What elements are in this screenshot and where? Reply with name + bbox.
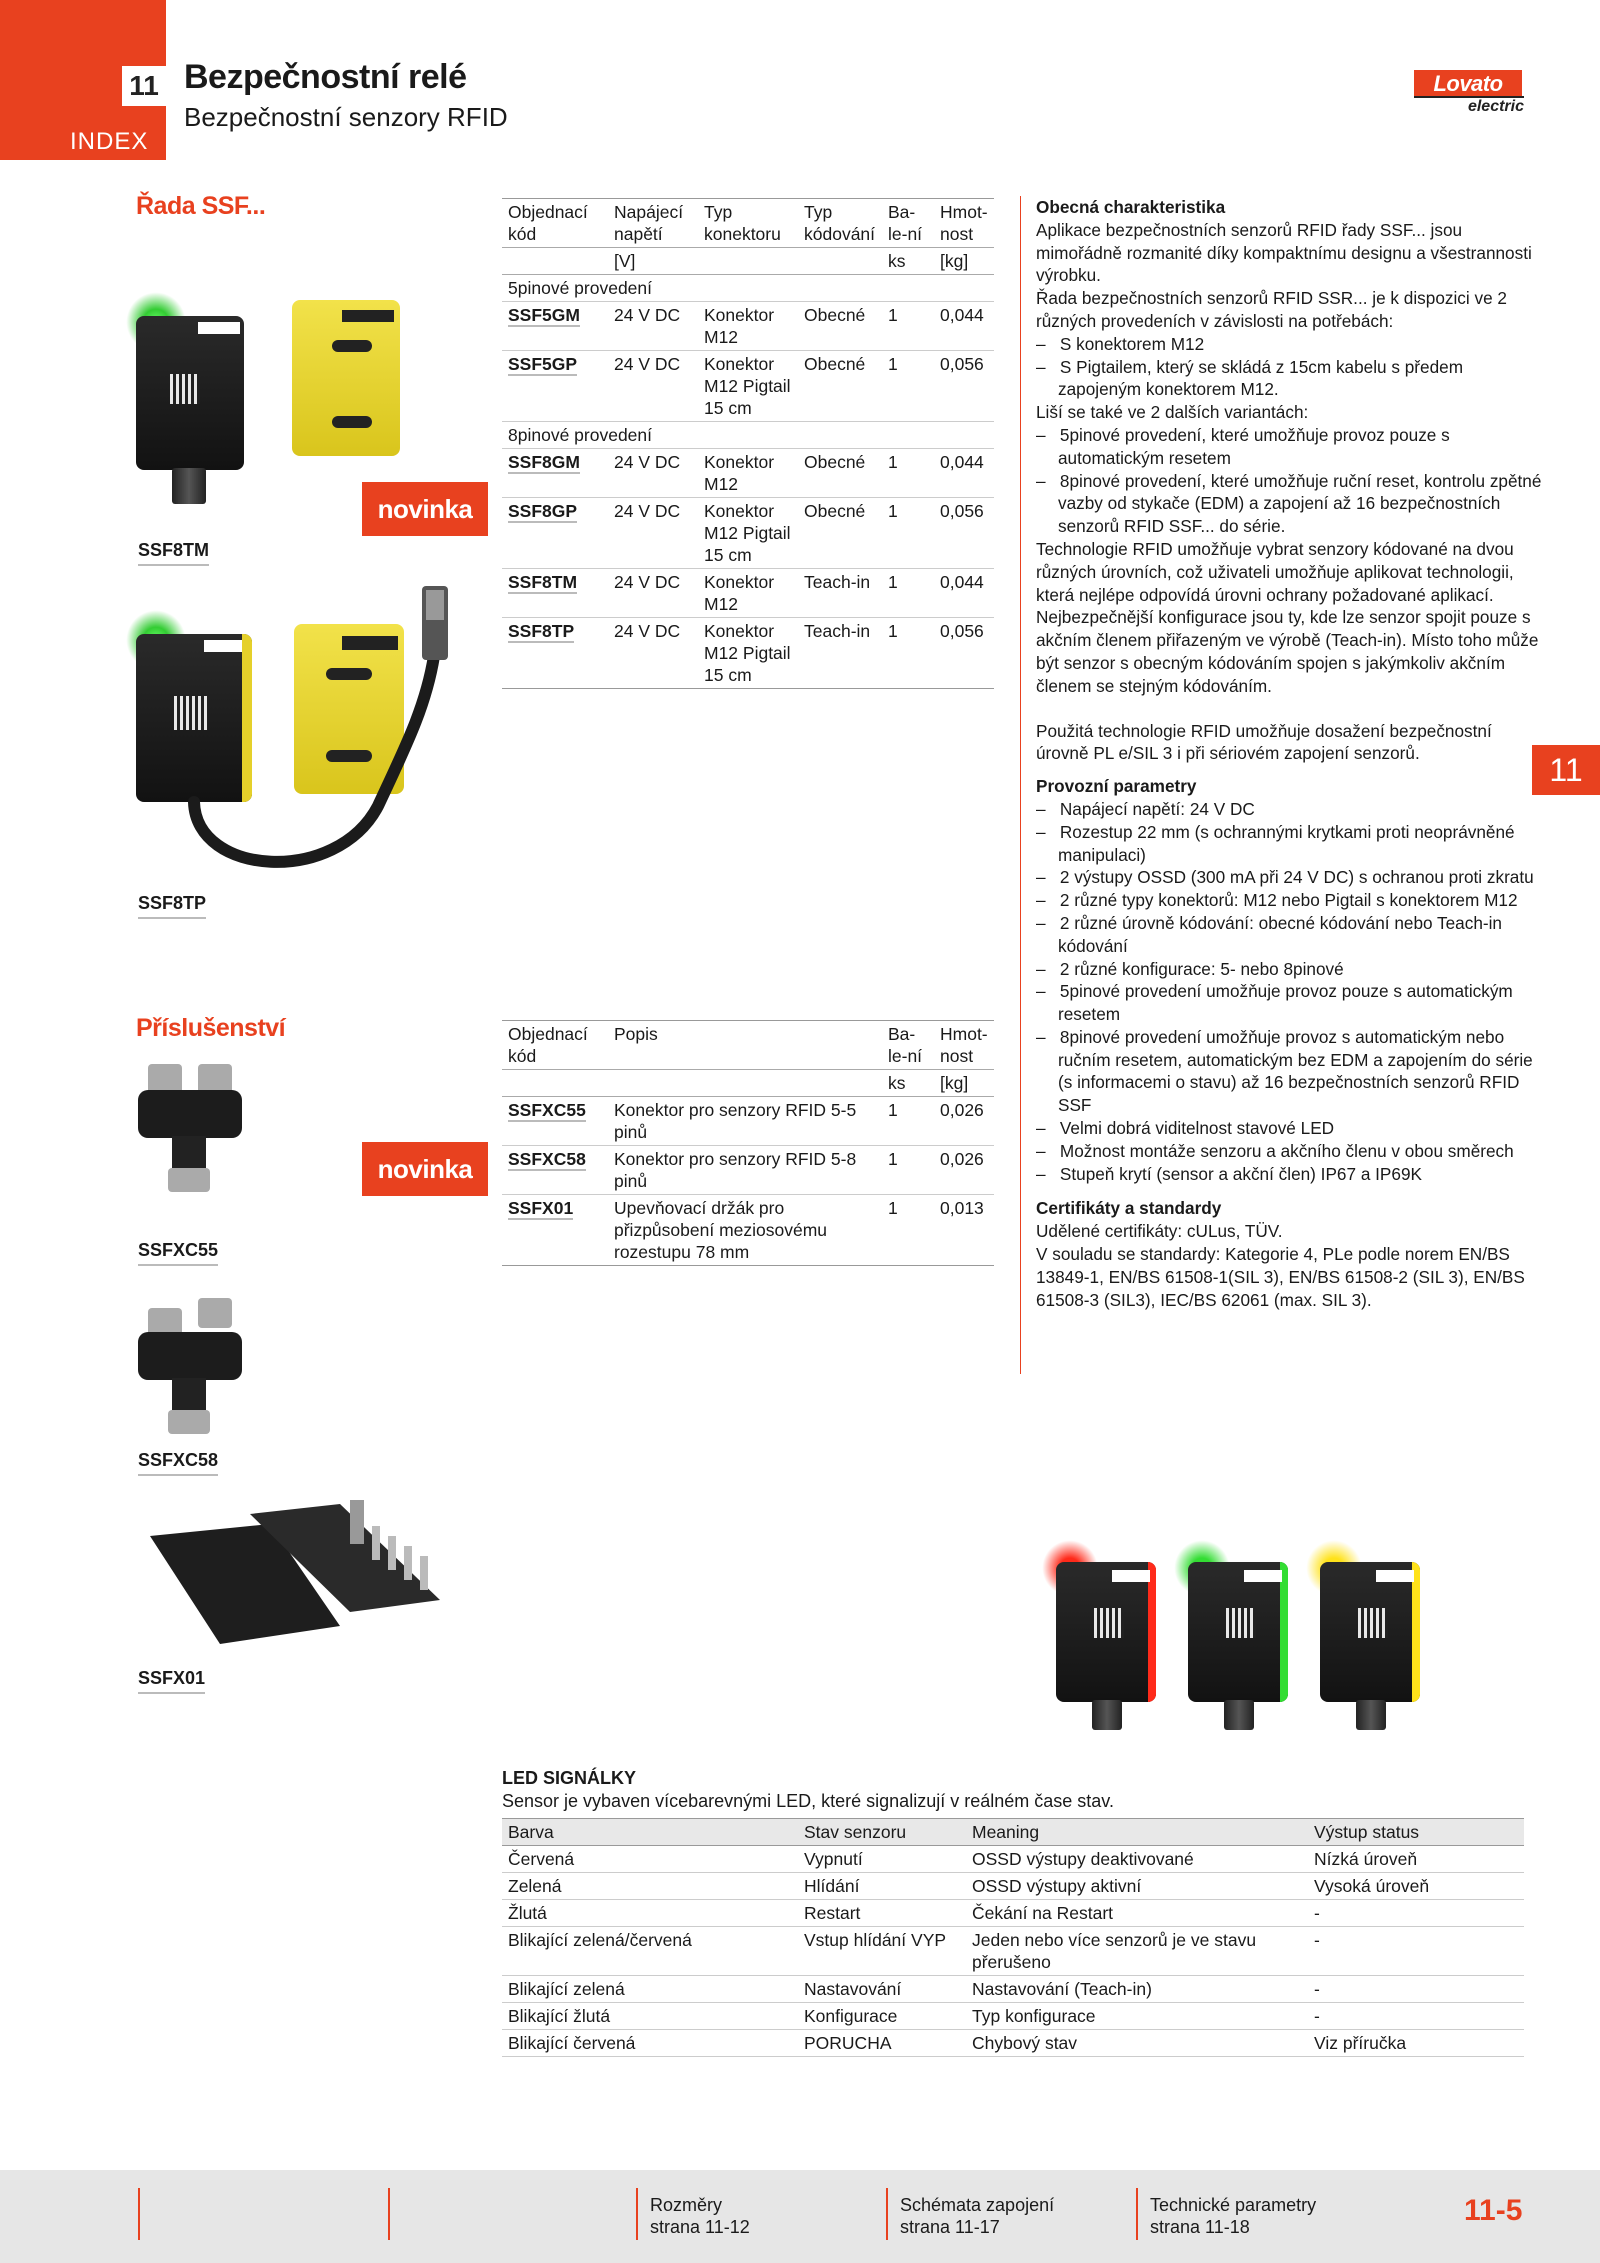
group-row [502,422,994,449]
pack-cell: 1 [882,569,934,618]
list-item [1036,958,1546,981]
coding-cell: Teach-in [798,618,882,689]
led-cell: Blikající zelená [502,1976,798,2003]
list-item-text: 2 různé konfigurace: 5- nebo 8pinové [1059,958,1344,979]
pack-cell: 1 [882,1097,934,1146]
product-label-ssfx01: SSFX01 [138,1668,205,1694]
dash-icon: – [1036,1163,1060,1184]
params-list [1036,798,1546,1186]
general-list-1 [1036,333,1546,401]
table-row [502,1846,1524,1873]
product-code: SSF8TM [508,572,578,592]
table-row [502,1097,994,1146]
dash-icon: – [1036,890,1060,911]
list-item [1036,866,1546,889]
general-title: Obecná charakteristika [1036,197,1226,217]
list-item [1036,798,1546,821]
general-p2: Řada bezpečnostních senzorů RFID SSR... je k dispozici ve 2 různých provedeních v závislosti na potřebách: [1036,288,1507,331]
product-code: SSF8TP [508,621,575,641]
unit-cell [502,248,608,275]
led-title: LED SIGNÁLKY [502,1768,637,1788]
led-cell: OSSD výstupy aktivní [966,1873,1308,1900]
unit-cell [698,248,798,275]
table-row [502,2003,1524,2030]
footer-link-title[interactable]: Schémata zapojení [900,2195,1055,2215]
product-code: SSF8GM [508,452,580,472]
product-code: SSF5GP [508,354,578,374]
unit-cell [608,1070,882,1097]
acc-col-header-code: Objednací kód [502,1021,608,1070]
unit-cell [798,248,882,275]
pack-cell: 1 [882,449,934,498]
pigtail-cable-icon [126,586,496,886]
actuator-body-icon [292,300,400,456]
led-col-header-meaning: Meaning [966,1819,1308,1846]
coding-cell: Obecné [798,498,882,569]
table-row [502,351,994,422]
product-label-ssfxc55: SSFXC55 [138,1240,218,1266]
led-cell: Vysoká úroveň [1308,1873,1524,1900]
led-cell: Červená [502,1846,798,1873]
coding-cell: Obecné [798,302,882,351]
dash-icon: – [1036,821,1060,842]
footer-link-dimensions[interactable] [650,2194,750,2238]
table-row [502,1976,1524,2003]
novinka-badge: novinka [362,482,488,536]
footer-link-page[interactable]: strana 11-12 [650,2217,750,2237]
connector-cell: Konektor M12 [698,569,798,618]
lovato-logo [1414,70,1524,115]
chapter-number: 11 [122,66,166,106]
col-header-pack: Ba-le-ní [882,199,934,248]
series-title: Řada SSF... [136,192,266,220]
table-row [502,498,994,569]
general-p5: Použitá technologie RFID umožňuje dosažení bezpečnostní úrovně PL e/SIL 3 i při sériovém zapojení senzorů. [1036,720,1492,764]
list-item [1036,356,1546,402]
list-item [1036,424,1546,470]
m12-connector-icon [1224,1700,1254,1730]
weight-cell: 0,026 [934,1146,994,1195]
unit-cell [502,1070,608,1097]
led-cell: Čekání na Restart [966,1900,1308,1927]
list-item-text: Napájecí napětí: 24 V DC [1059,798,1255,819]
dash-icon: – [1036,1118,1060,1139]
code-cell [502,351,608,422]
led-cell: Blikající zelená/červená [502,1927,798,1976]
sensor-body-icon [136,316,244,470]
col-header-coding: Typ kódování [798,199,882,248]
weight-cell: 0,044 [934,569,994,618]
led-cell: Vstup hlídání VYP [798,1927,966,1976]
dash-icon: – [1036,981,1060,1002]
weight-cell: 0,056 [934,351,994,422]
bracket-icon [140,1496,480,1656]
led-cell: Nízká úroveň [1308,1846,1524,1873]
general-p1: Aplikace bezpečnostních senzorů RFID řady SSF... jsou mimořádně rozmanité díky kompaktnímu designu a všestrannosti výrobku. [1036,219,1532,286]
footer-divider [138,2188,140,2240]
list-item-text: 2 různé úrovně kódování: obecné kódování nebo Teach-in kódování [1058,912,1502,956]
footer-divider [636,2188,638,2240]
pack-cell: 1 [882,498,934,569]
footer-divider [1136,2188,1138,2240]
led-cell: Blikající žlutá [502,2003,798,2030]
led-cell: Zelená [502,1873,798,1900]
table-row [502,569,994,618]
led-cell: Nastavování (Teach-in) [966,1976,1308,2003]
connector-cell: Konektor M12 [698,449,798,498]
led-sensor-icon [1040,1540,1170,1740]
list-item-text: Stupeň krytí (sensor a akční člen) IP67 a IP69K [1059,1163,1422,1184]
dash-icon: – [1036,333,1060,354]
logo-text: Lovato [1414,70,1522,98]
m12-connector-icon [1092,1700,1122,1730]
led-cell: - [1308,2003,1524,2030]
list-item-text: 5pinové provedení, které umožňuje provoz pouze s automatickým resetem [1058,424,1450,468]
page-number: 11-5 [1464,2194,1523,2227]
list-item [1036,821,1546,867]
unit-cell: ks [882,248,934,275]
coding-cell: Obecné [798,351,882,422]
footer-divider [388,2188,390,2240]
product-table [502,198,994,689]
sensor-body-icon [1056,1562,1156,1702]
ssfx01-product-image [140,1496,480,1656]
index-tab[interactable] [0,0,166,160]
ssfxc58-product-image [138,1294,248,1454]
dash-icon: – [1036,867,1060,888]
footer-link-page[interactable]: strana 11-18 [1150,2217,1250,2237]
table-row [502,1195,994,1266]
table-row [502,1900,1524,1927]
voltage-cell: 24 V DC [608,302,698,351]
led-sensor-icon [1172,1540,1302,1740]
list-item-text: Rozestup 22 mm (s ochrannými krytkami proti neoprávněné manipulaci) [1058,821,1515,865]
code-cell [502,1097,608,1146]
column-divider [1020,196,1021,1374]
weight-cell: 0,056 [934,498,994,569]
acc-col-header-desc: Popis [608,1021,882,1070]
list-item-text: S konektorem M12 [1059,333,1205,354]
desc-cell: Konektor pro senzory RFID 5-5 pinů [608,1097,882,1146]
ssfxc55-product-image [138,1060,248,1220]
col-header-code: Objednací kód [502,199,608,248]
desc-cell: Upevňovací držák pro přizpůsobení meziosovému rozestupu 78 mm [608,1195,882,1266]
led-subtitle: Sensor je vybaven vícebarevnými LED, které signalizují v reálném čase stav. [502,1791,1114,1811]
footer-link-title[interactable]: Technické parametry [1150,2195,1317,2215]
footer [0,2170,1600,2263]
general-p4: Technologie RFID umožňuje vybrat senzory kódované na dvou různých úrovních, což uživateli umožňuje aplikovat technologii, která nejlépe odpovídá úrovni ochrany požadované aplikací. Nejbezpečnější konfigurace jsou ty, kde lze senzor spojit pouze s akčním členem přiřazeným ve výrobě (Teach-in). Místo toho může být senzor s obecným kódováním spojen s jakýmkoliv akčním členem se stejným kódováním. [1036,538,1539,696]
dash-icon: – [1036,424,1060,445]
connector-cell: Konektor M12 Pigtail 15 cm [698,351,798,422]
code-cell [502,498,608,569]
led-cell: Vypnutí [798,1846,966,1873]
list-item-text: Velmi dobrá viditelnost stavové LED [1059,1118,1335,1139]
col-header-voltage: Napájecí napětí [608,199,698,248]
footer-link-technical[interactable] [1150,2194,1316,2238]
led-cell: Žlutá [502,1900,798,1927]
product-code: SSFXC58 [508,1149,586,1169]
ssf8tp-product-image [126,586,496,886]
sensor-body-icon [1188,1562,1288,1702]
acc-col-header-pack: Ba-le-ní [882,1021,934,1070]
list-item [1036,1140,1546,1163]
table-row [502,2030,1524,2057]
led-cell: - [1308,1976,1524,2003]
led-cell: Viz příručka [1308,2030,1524,2057]
voltage-cell: 24 V DC [608,351,698,422]
col-header-connector: Typ konektoru [698,199,798,248]
weight-cell: 0,044 [934,449,994,498]
weight-cell: 0,013 [934,1195,994,1266]
led-cell: Blikající červená [502,2030,798,2057]
sensor-body-icon [1320,1562,1420,1702]
dash-icon: – [1036,958,1060,979]
accessory-table [502,1020,994,1266]
pack-cell: 1 [882,618,934,689]
pack-cell: 1 [882,351,934,422]
units-row [502,1070,994,1097]
list-item [1036,1026,1546,1117]
description-column [1036,196,1546,1311]
list-item [1036,980,1546,1026]
list-item [1036,470,1546,538]
page-subtitle: Bezpečnostní senzory RFID [184,102,508,132]
product-code: SSFX01 [508,1198,574,1218]
cert-title: Certifikáty a standardy [1036,1198,1222,1219]
col-header-weight: Hmot-nost [934,199,994,248]
code-cell [502,569,608,618]
led-cell: PORUCHA [798,2030,966,2057]
led-cell: Typ konfigurace [966,2003,1308,2030]
desc-cell: Konektor pro senzory RFID 5-8 pinů [608,1146,882,1195]
led-col-header-state: Stav senzoru [798,1819,966,1846]
footer-link-wiring[interactable] [900,2194,1054,2238]
units-row [502,248,994,275]
dash-icon: – [1036,1026,1060,1047]
group-row [502,275,994,302]
list-item-text: 8pinové provedení umožňuje provoz s automatickým nebo ručním resetem, automatickým bez EDM a zapojením do série (s informacemi o stavu) až 16 bezpečnostních senzorů RFID SSF [1058,1026,1533,1116]
table-row [502,1927,1524,1976]
table-row [502,449,994,498]
code-cell [502,1146,608,1195]
voltage-cell: 24 V DC [608,618,698,689]
footer-divider [886,2188,888,2240]
unit-cell: [kg] [934,248,994,275]
product-label-ssf8tm: SSF8TM [138,540,209,566]
led-col-header-output: Výstup status [1308,1819,1524,1846]
general-list-2 [1036,424,1546,538]
led-cell: Jeden nebo více senzorů je ve stavu přerušeno [966,1927,1308,1976]
group-name: 5pinové provedení [502,275,994,302]
list-item [1036,889,1546,912]
dash-icon: – [1036,798,1060,819]
led-sensor-icon [1304,1540,1434,1740]
table-row [502,1873,1524,1900]
led-cell: Konfigurace [798,2003,966,2030]
footer-link-title[interactable]: Rozměry [650,2195,723,2215]
voltage-cell: 24 V DC [608,449,698,498]
code-cell [502,1195,608,1266]
footer-link-page[interactable]: strana 11-17 [900,2217,1000,2237]
list-item-text: 2 různé typy konektorů: M12 nebo Pigtail s konektorem M12 [1059,890,1518,911]
weight-cell: 0,026 [934,1097,994,1146]
led-cell: - [1308,1900,1524,1927]
list-item [1036,1163,1546,1186]
m12-connector-icon [172,468,206,504]
connector-cell: Konektor M12 Pigtail 15 cm [698,498,798,569]
pack-cell: 1 [882,1146,934,1195]
list-item-text: 2 výstupy OSSD (300 mA při 24 V DC) s ochranou proti zkratu [1059,867,1534,888]
product-label-ssfxc58: SSFXC58 [138,1450,218,1476]
group-name: 8pinové provedení [502,422,994,449]
dash-icon: – [1036,912,1060,933]
voltage-cell: 24 V DC [608,498,698,569]
novinka-badge-accessories: novinka [362,1142,488,1196]
logo-sub: electric [1414,96,1524,116]
weight-cell: 0,044 [934,302,994,351]
dash-icon: – [1036,1140,1060,1161]
list-item [1036,333,1546,356]
cert-p1: Udělené certifikáty: cULus, TÜV. [1036,1221,1283,1242]
product-code: SSF8GP [508,501,578,521]
list-item-text: 5pinové provedení umožňuje provoz pouze s automatickým resetem [1058,981,1513,1025]
coding-cell: Teach-in [798,569,882,618]
cert-p2: V souladu se standardy: Kategorie 4, PLe podle norem EN/BS 13849-1, EN/BS 61508-1(SIL 3), EN/BS 61508-2 (SIL 3), EN/BS 61508-3 (SIL3), IEC/BS 62061 (max. SIL 3). [1036,1244,1525,1310]
list-item-text: Možnost montáže senzoru a akčního členu v obou směrech [1059,1140,1514,1161]
page-title: Bezpečnostní relé [184,58,467,96]
table-row [502,302,994,351]
index-label[interactable]: INDEX [70,128,149,155]
pack-cell: 1 [882,1195,934,1266]
m12-connector-icon [1356,1700,1386,1730]
connector-cell: Konektor M12 Pigtail 15 cm [698,618,798,689]
weight-cell: 0,056 [934,618,994,689]
accessories-title: Příslušenství [136,1014,286,1042]
led-cell: Nastavování [798,1976,966,2003]
coding-cell: Obecné [798,449,882,498]
led-cell: OSSD výstupy deaktivované [966,1846,1308,1873]
dash-icon: – [1036,356,1060,377]
pack-cell: 1 [882,302,934,351]
code-cell [502,302,608,351]
params-title: Provozní parametry [1036,776,1197,797]
led-cell: Chybový stav [966,2030,1308,2057]
list-item-text: S Pigtailem, který se skládá z 15cm kabelu s předem zapojeným konektorem M12. [1058,356,1464,400]
general-p3: Liší se také ve 2 dalších variantách: [1036,402,1309,423]
led-col-header-color: Barva [502,1819,798,1846]
chapter-side-tab[interactable]: 11 [1532,745,1600,795]
dash-icon: – [1036,470,1060,491]
unit-cell: [kg] [934,1070,994,1097]
led-cell: Restart [798,1900,966,1927]
code-cell [502,449,608,498]
voltage-cell: 24 V DC [608,569,698,618]
led-table [502,1818,1524,2057]
list-item [1036,1117,1546,1140]
led-cell: - [1308,1927,1524,1976]
list-item-text: 8pinové provedení, které umožňuje ruční reset, kontrolu zpětné vazby od stykače (EDM) a zapojení až 16 bezpečnostních senzorů RFID SSF... do série. [1058,470,1542,537]
connector-cell: Konektor M12 [698,302,798,351]
table-row [502,618,994,689]
acc-col-header-weight: Hmot-nost [934,1021,994,1070]
product-label-ssf8tp: SSF8TP [138,893,206,919]
product-code: SSF5GM [508,305,580,325]
table-row [502,1146,994,1195]
product-code: SSFXC55 [508,1100,586,1120]
unit-cell: ks [882,1070,934,1097]
list-item [1036,912,1546,958]
led-cell: Hlídání [798,1873,966,1900]
unit-cell: [V] [608,248,698,275]
led-sensors-image [1040,1540,1460,1740]
code-cell [502,618,608,689]
